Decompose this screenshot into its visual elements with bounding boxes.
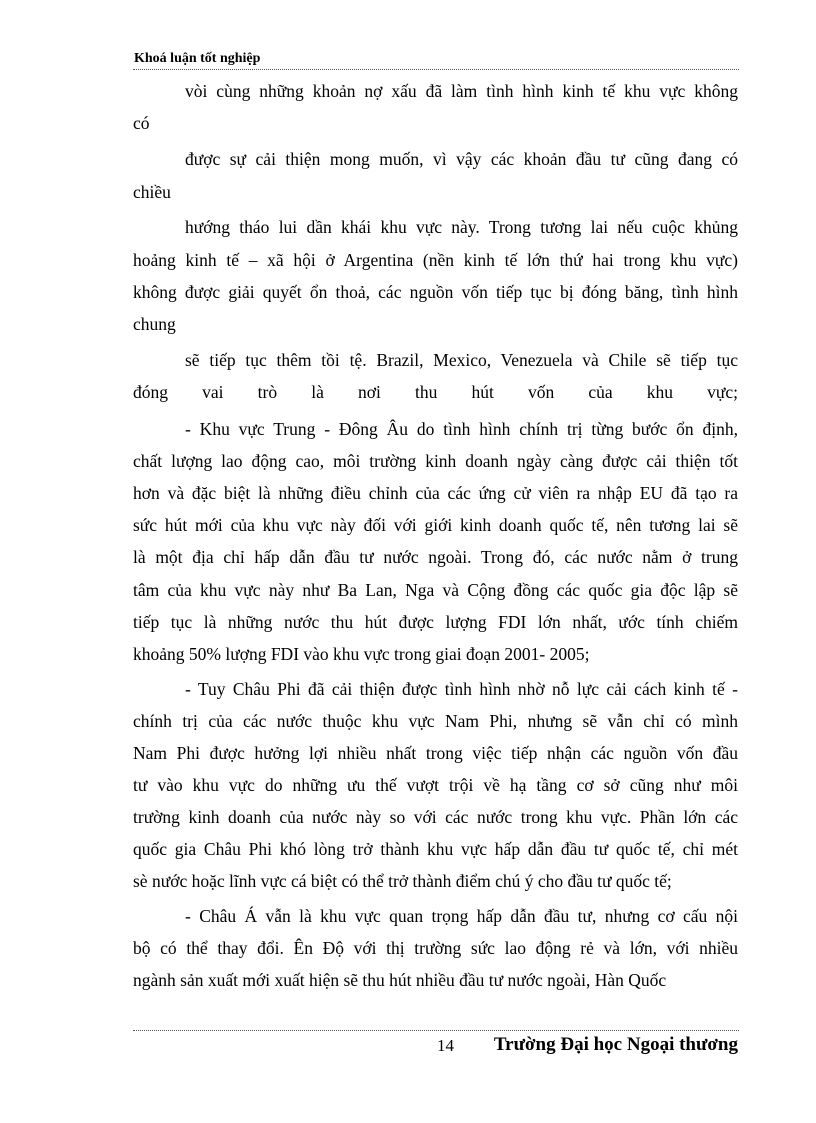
text-line: sẽ tiếp tục thêm tồi tệ. Brazil, Mexico, Venezuela và Chile sẽ tiếp tục xyxy=(185,350,738,370)
text-line: quốc gia Châu Phi khó lòng trở thành khu vực hấp dẫn đầu tư quốc tế, chỉ mét xyxy=(133,839,738,859)
text-line: khoảng 50% lượng FDI vào khu vực trong giai đoạn 2001- 2005; xyxy=(133,644,590,664)
text-line: không được giải quyết ổn thoả, các nguồn vốn tiếp tục bị đóng băng, tình hình xyxy=(133,282,738,302)
text-line: - Châu Á vẫn là khu vực quan trọng hấp dẫn đầu tư, nhưng cơ cấu nội xyxy=(185,906,738,926)
text-line: chiều xyxy=(133,182,171,202)
text-line: tâm của khu vực này như Ba Lan, Nga và Cộng đồng các quốc gia độc lập sẽ xyxy=(133,580,738,600)
text-line: trường kinh doanh của nước này so với các nước trong khu vực. Phần lớn các xyxy=(133,807,738,827)
page-number: 14 xyxy=(437,1036,454,1055)
text-line: - Tuy Châu Phi đã cải thiện được tình hình nhờ nỗ lực cải cách kinh tế - xyxy=(185,679,738,699)
text-line: vòi cùng những khoản nợ xấu đã làm tình hình kinh tế khu vực không xyxy=(185,81,738,101)
text-line: sè nước hoặc lĩnh vực cá biệt có thể trở thành điểm chú ý cho đầu tư quốc tế; xyxy=(133,871,672,891)
text-line: hoảng kinh tế – xã hội ở Argentina (nền kinh tế lớn thứ hai trong khu vực) xyxy=(133,250,738,270)
text-line: sức hút mới của khu vực này đối với giới kinh doanh quốc tế, nên tương lai sẽ xyxy=(133,515,738,535)
text-line: Nam Phi được hưởng lợi nhiều nhất trong việc tiếp nhận các nguồn vốn đầu xyxy=(133,743,738,763)
text-line: chính trị của các nước thuộc khu vực Nam Phi, nhưng sẽ vẫn chỉ có mình xyxy=(133,711,738,731)
text-line: đóng vai trò là nơi thu hút vốn của khu vực; xyxy=(133,382,738,402)
footer-school-name: Trường Đại học Ngoại thương xyxy=(493,1034,738,1055)
text-line: chất lượng lao động cao, môi trường kinh doanh ngày càng được cải thiện tốt xyxy=(133,451,738,471)
text-line: được sự cải thiện mong muốn, vì vậy các khoản đầu tư cũng đang có xyxy=(185,149,738,169)
text-line: bộ có thể thay đổi. Ên Độ với thị trường sức lao động rẻ và lớn, với nhiều xyxy=(133,938,738,958)
running-header: Khoá luận tốt nghiệp xyxy=(134,51,261,66)
text-line: là một địa chỉ hấp dẫn đầu tư nước ngoài. Trong đó, các nước nằm ở trung xyxy=(133,547,738,567)
header-divider xyxy=(133,69,739,70)
text-line: - Khu vực Trung - Đông Âu do tình hình chính trị từng bước ổn định, xyxy=(185,419,738,439)
text-line: hơn và đặc biệt là những điều chỉnh của các ứng cử viên ra nhập EU đã tạo ra xyxy=(133,483,738,503)
text-line: chung xyxy=(133,314,176,334)
text-line: hướng tháo lui dần khái khu vực này. Trong tương lai nếu cuộc khủng xyxy=(185,217,738,237)
text-line: có xyxy=(133,113,150,133)
text-line: tiếp tục là những nước thu hút được lượng FDI lớn nhất, ước tính chiếm xyxy=(133,612,738,632)
text-line: ngành sản xuất mới xuất hiện sẽ thu hút nhiều đầu tư nước ngoài, Hàn Quốc xyxy=(133,970,667,990)
text-line: tư vào khu vực do những ưu thế vượt trội về hạ tầng cơ sở cũng như môi xyxy=(133,775,738,795)
footer-divider xyxy=(133,1030,739,1031)
